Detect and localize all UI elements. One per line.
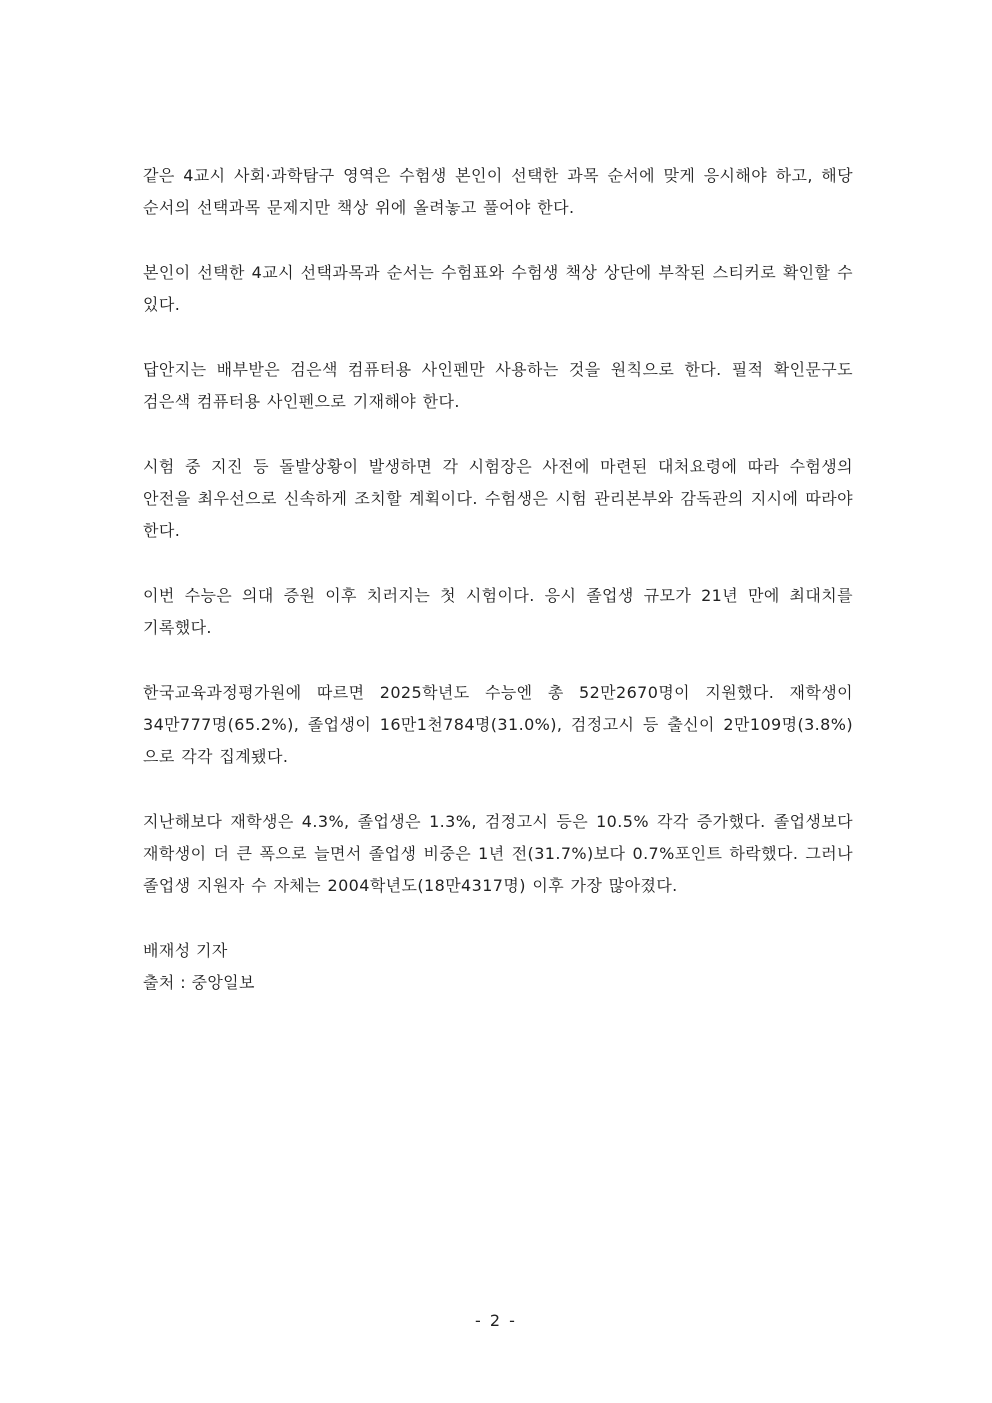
paragraph: 답안지는 배부받은 검은색 컴퓨터용 사인펜만 사용하는 것을 원칙으로 한다. 필적 확인문구도 검은색 컴퓨터용 사인펜으로 기재해야 한다. bbox=[143, 360, 853, 411]
paragraph: 한국교육과정평가원에 따르면 2025학년도 수능엔 총 52만2670명이 지원했다. 재학생이 34만777명(65.2%), 졸업생이 16만1천784명(31.0%), 검정고시 등 출신이 2만109명(3.8%)으로 각각 집계됐다. bbox=[143, 683, 853, 766]
paragraph: 같은 4교시 사회·과학탐구 영역은 수험생 본인이 선택한 과목 순서에 맞게 응시해야 하고, 해당 순서의 선택과목 문제지만 책상 위에 올려놓고 풀어야 한다. bbox=[143, 166, 853, 217]
paragraph: 시험 중 지진 등 돌발상황이 발생하면 각 시험장은 사전에 마련된 대처요령에 따라 수험생의 안전을 최우선으로 신속하게 조치할 계획이다. 수험생은 시험 관리본부와 감독관의 지시에 따라야 한다. bbox=[143, 457, 853, 540]
source-line: 출처 : 중앙일보 bbox=[143, 973, 255, 992]
page-number: - 2 - bbox=[475, 1311, 517, 1330]
article-body bbox=[143, 160, 853, 999]
reporter-byline: 배재성 기자 bbox=[143, 941, 228, 960]
paragraph: 이번 수능은 의대 증원 이후 치러지는 첫 시험이다. 응시 졸업생 규모가 21년 만에 최대치를 기록했다. bbox=[143, 586, 853, 637]
paragraph: 본인이 선택한 4교시 선택과목과 순서는 수험표와 수험생 책상 상단에 부착된 스티커로 확인할 수 있다. bbox=[143, 263, 853, 314]
paragraph: 지난해보다 재학생은 4.3%, 졸업생은 1.3%, 검정고시 등은 10.5% 각각 증가했다. 졸업생보다 재학생이 더 큰 폭으로 늘면서 졸업생 비중은 1년 전(31.7%)보다 0.7%포인트 하락했다. 그러나 졸업생 지원자 수 자체는 2004학년도(18만4317명) 이후 가장 많아졌다. bbox=[143, 812, 853, 895]
